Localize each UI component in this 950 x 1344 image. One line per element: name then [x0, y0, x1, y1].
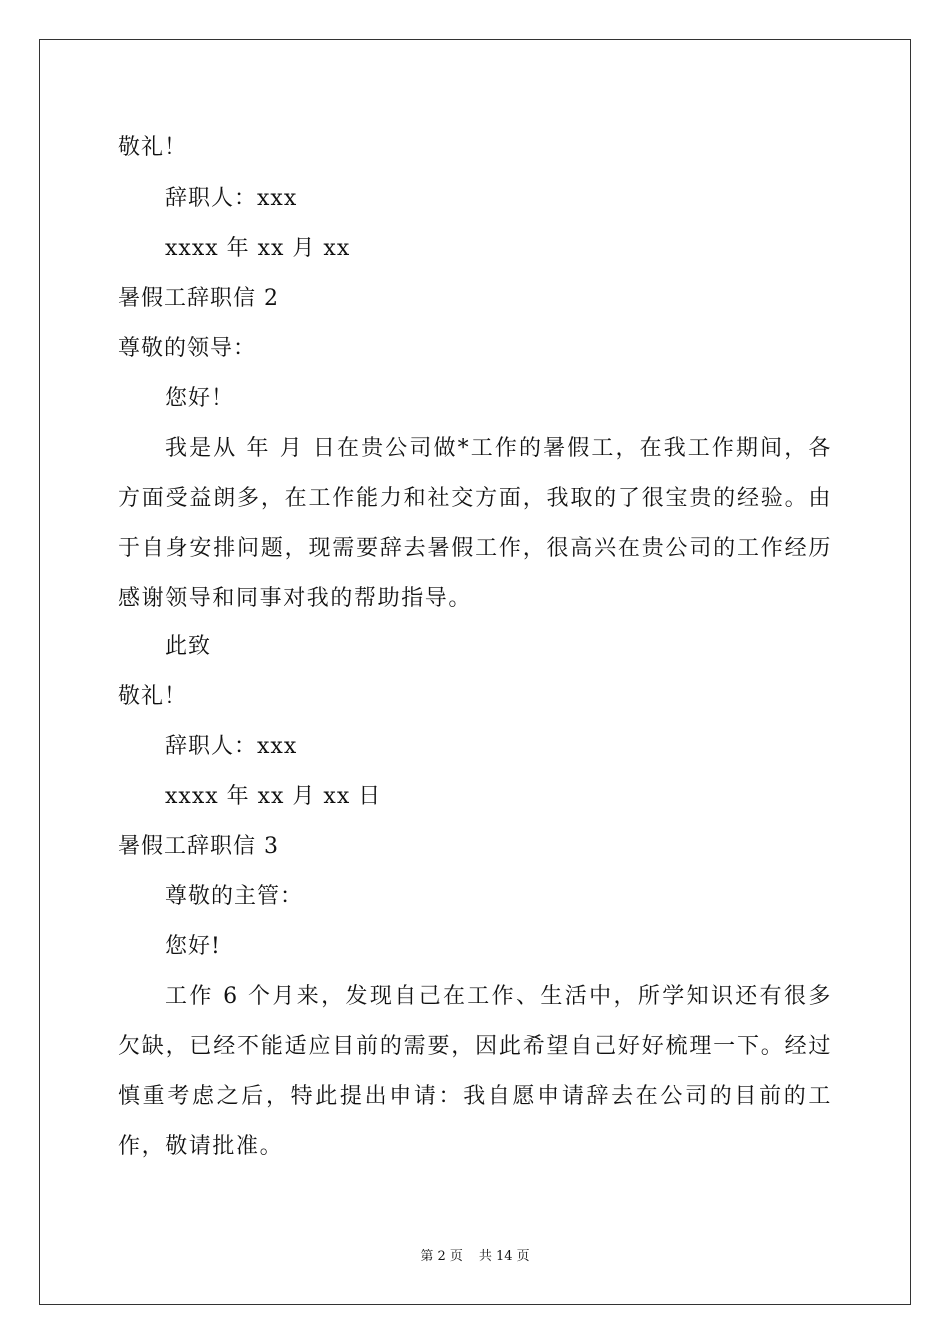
letter-3-title: 暑假工辞职信 3 [118, 834, 279, 859]
letter-3-body: 工作 6 个月来，发现自己在工作、生活中，所学知识还有很多欠缺，已经不能适应目前的需要，因此希望自己好好梳理一下。经过慎重考虑之后，特此提出申请：我自愿申请辞去在公司的目前的工作，敬请批准。 [118, 984, 832, 1159]
closing-salutation-1: 敬礼！ [118, 135, 188, 160]
letter-2-body: 我是从 年 月 日在贵公司做*工作的暑假工，在我工作期间，各方面受益朗多，在工作能力和社交方面，我取的了很宝贵的经验。由于自身安排问题，现需要辞去暑假工作，很高兴在贵公司的工作经历感谢领导和同事对我的帮助指导。 [118, 436, 832, 611]
letter-3-addressee: 尊敬的主管： [165, 884, 304, 909]
letter-2-title: 暑假工辞职信 2 [118, 286, 279, 311]
letter-3-greeting: 您好! [165, 934, 221, 959]
date-1: xxxx 年 xx 月 xx [165, 236, 351, 261]
date-2: xxxx 年 xx 月 xx 日 [165, 784, 382, 809]
signer-2: 辞职人：xxx [165, 734, 298, 759]
signer-1: 辞职人：xxx [165, 186, 298, 211]
closing-salutation-2: 敬礼！ [118, 684, 188, 709]
letter-2-closing: 此致 [165, 634, 212, 659]
letter-2-addressee: 尊敬的领导： [118, 336, 257, 361]
page-number: 第 2 页 [420, 1249, 463, 1264]
letter-2-greeting: 您好！ [165, 386, 235, 411]
page-footer [0, 1248, 950, 1266]
page-total: 共 14 页 [478, 1249, 530, 1264]
